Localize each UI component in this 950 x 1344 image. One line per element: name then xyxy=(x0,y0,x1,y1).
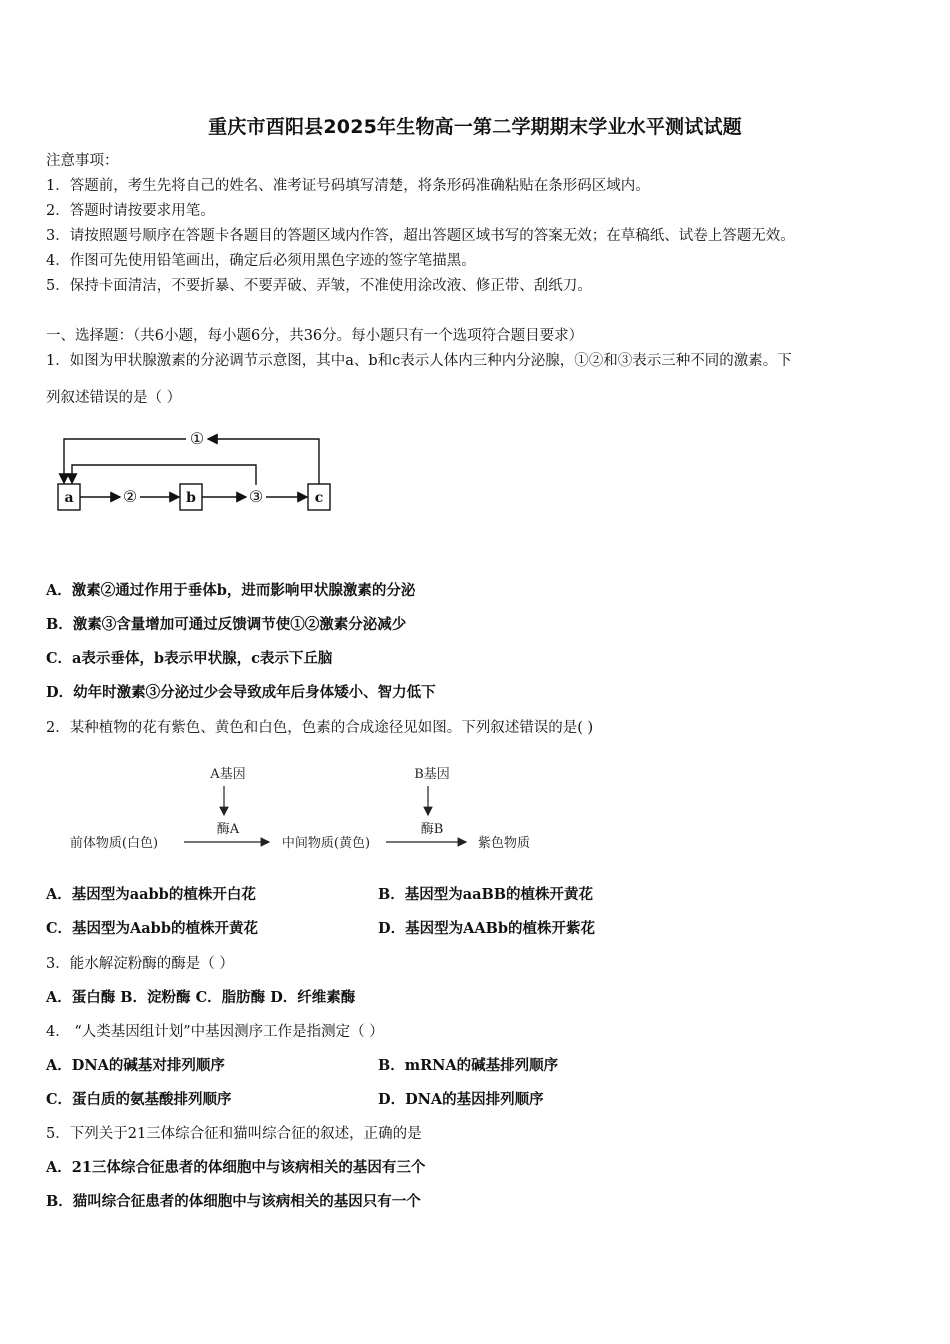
question-2-stem: 2．某种植物的花有紫色、黄色和白色，色素的合成途径见如图。下列叙述错误的是( ) xyxy=(46,720,594,736)
notice-heading: 注意事项： xyxy=(46,153,119,169)
feedback-arrow-inner xyxy=(72,465,256,485)
notice-item: 5．保持卡面清洁，不要折暴、不要弄破、弄皱，不准使用涂改液、修正带、刮纸刀。 xyxy=(46,278,592,294)
hormone-3-label: ③ xyxy=(248,487,264,506)
hormone-regulation-diagram xyxy=(50,425,350,520)
notice-item: 2．答题时请按要求用笔。 xyxy=(46,203,215,219)
question-3-stem: 3．能水解淀粉酶的酶是（ ） xyxy=(46,956,234,972)
box-b-label: b xyxy=(186,490,196,506)
box-a-label: a xyxy=(64,490,74,506)
precursor-label: 前体物质(白色) xyxy=(69,836,159,851)
product-label: 紫色物质 xyxy=(477,836,531,851)
hormone-2-label: ② xyxy=(122,487,138,506)
option: D．幼年时激素③分泌过少会导致成年后身体矮小、智力低下 xyxy=(46,684,436,701)
question-4-stem: 4． “人类基因组计划”中基因测序工作是指测定（ ） xyxy=(46,1024,384,1040)
option: C．a表示垂体，b表示甲状腺，c表示下丘脑 xyxy=(46,650,333,667)
option: A．基因型为aabb的植株开白花 xyxy=(46,886,256,903)
option: A．DNA的碱基对排列顺序 xyxy=(46,1057,225,1074)
notice-item: 1．答题前，考生先将自己的姓名、准考证号码填写清楚，将条形码准确粘贴在条形码区域内。 xyxy=(46,178,650,194)
intermediate-label: 中间物质(黄色) xyxy=(281,836,371,851)
option: D．基因型为AABb的植株开紫花 xyxy=(378,920,595,937)
option: B．mRNA的碱基排列顺序 xyxy=(378,1057,559,1074)
feedback-arrow-outer xyxy=(208,439,319,484)
box-c-label: c xyxy=(314,490,324,506)
pigment-pathway-diagram xyxy=(64,760,544,860)
option: B．基因型为aaBB的植株开黄花 xyxy=(378,886,594,903)
enzyme-a-label: 酶A xyxy=(216,822,240,837)
notice-item: 3．请按照题号顺序在答题卡各题目的答题区域内作答，超出答题区域书写的答案无效；在草稿纸、试卷上答题无效。 xyxy=(46,228,795,244)
option: A．激素②通过作用于垂体b，进而影响甲状腺激素的分泌 xyxy=(46,582,416,599)
enzyme-b-label: 酶B xyxy=(420,822,444,837)
option: B．猫叫综合征患者的体细胞中与该病相关的基因只有一个 xyxy=(46,1193,421,1210)
question-3-options: A．蛋白酶 B．淀粉酶 C．脂肪酶 D．纤维素酶 xyxy=(46,989,356,1006)
option: A．21三体综合征患者的体细胞中与该病相关的基因有三个 xyxy=(46,1159,426,1176)
section-heading: 一、选择题：（共6小题，每小题6分，共36分。每小题只有一个选项符合题目要求） xyxy=(46,328,584,344)
option: C．蛋白质的氨基酸排列顺序 xyxy=(46,1091,232,1108)
gene-a-label: A基因 xyxy=(210,767,246,782)
question-1-stem-cont: 列叙述错误的是（ ） xyxy=(46,390,182,406)
notice-item: 4．作图可先使用铅笔画出，确定后必须用黑色字迹的签字笔描黑。 xyxy=(46,253,476,269)
question-5-stem: 5．下列关于21三体综合征和猫叫综合征的叙述，正确的是 xyxy=(46,1126,422,1142)
gene-b-label: B基因 xyxy=(414,767,450,782)
option: C．基因型为Aabb的植株开黄花 xyxy=(46,920,258,937)
option: D．DNA的基因排列顺序 xyxy=(378,1091,544,1108)
option: B．激素③含量增加可通过反馈调节使①②激素分泌减少 xyxy=(46,616,407,633)
page-title: 重庆市酉阳县2025年生物高一第二学期期末学业水平测试试题 xyxy=(208,116,742,138)
hormone-1-label: ① xyxy=(189,429,205,448)
question-1-stem: 1．如图为甲状腺激素的分泌调节示意图，其中a、b和c表示人体内三种内分泌腺，①②和③表示三种不同的激素。下 xyxy=(46,353,792,369)
